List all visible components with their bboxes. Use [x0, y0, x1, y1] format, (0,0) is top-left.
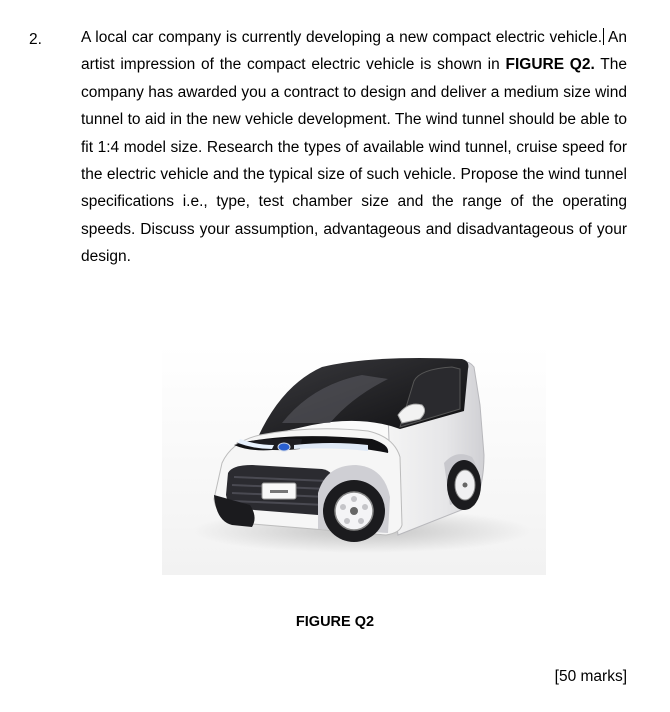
figure-caption: FIGURE Q2: [295, 614, 375, 630]
question-number: 2.: [29, 31, 42, 48]
figure-car-image: [162, 345, 546, 575]
question-text-part-2: The company has awarded you a contract to design and deliver a medium size wind tunnel to aid in the new vehicle development. The wind tunnel should be able to fit 1:4 model size. Research the types of available wind tunnel, cruise speed for the electric vehicle and the typical size of such vehicle. Propose the wind tunnel specifications i.e., type, test chamber size and the range of the operating speeds. Discuss your assumption, advantageous and disadvantageous of your design.: [81, 56, 627, 266]
figure-reference: FIGURE Q2.: [505, 56, 595, 74]
text-cursor: [603, 28, 604, 45]
electric-car-illustration: [162, 345, 546, 575]
marks-allocation: [50 marks]: [554, 668, 627, 685]
question-text-part-1: A local car company is currently developing a new compact electric vehicle. An artist impression of the compact electric vehicle is shown in: [81, 29, 627, 74]
question-text: [81, 24, 627, 271]
